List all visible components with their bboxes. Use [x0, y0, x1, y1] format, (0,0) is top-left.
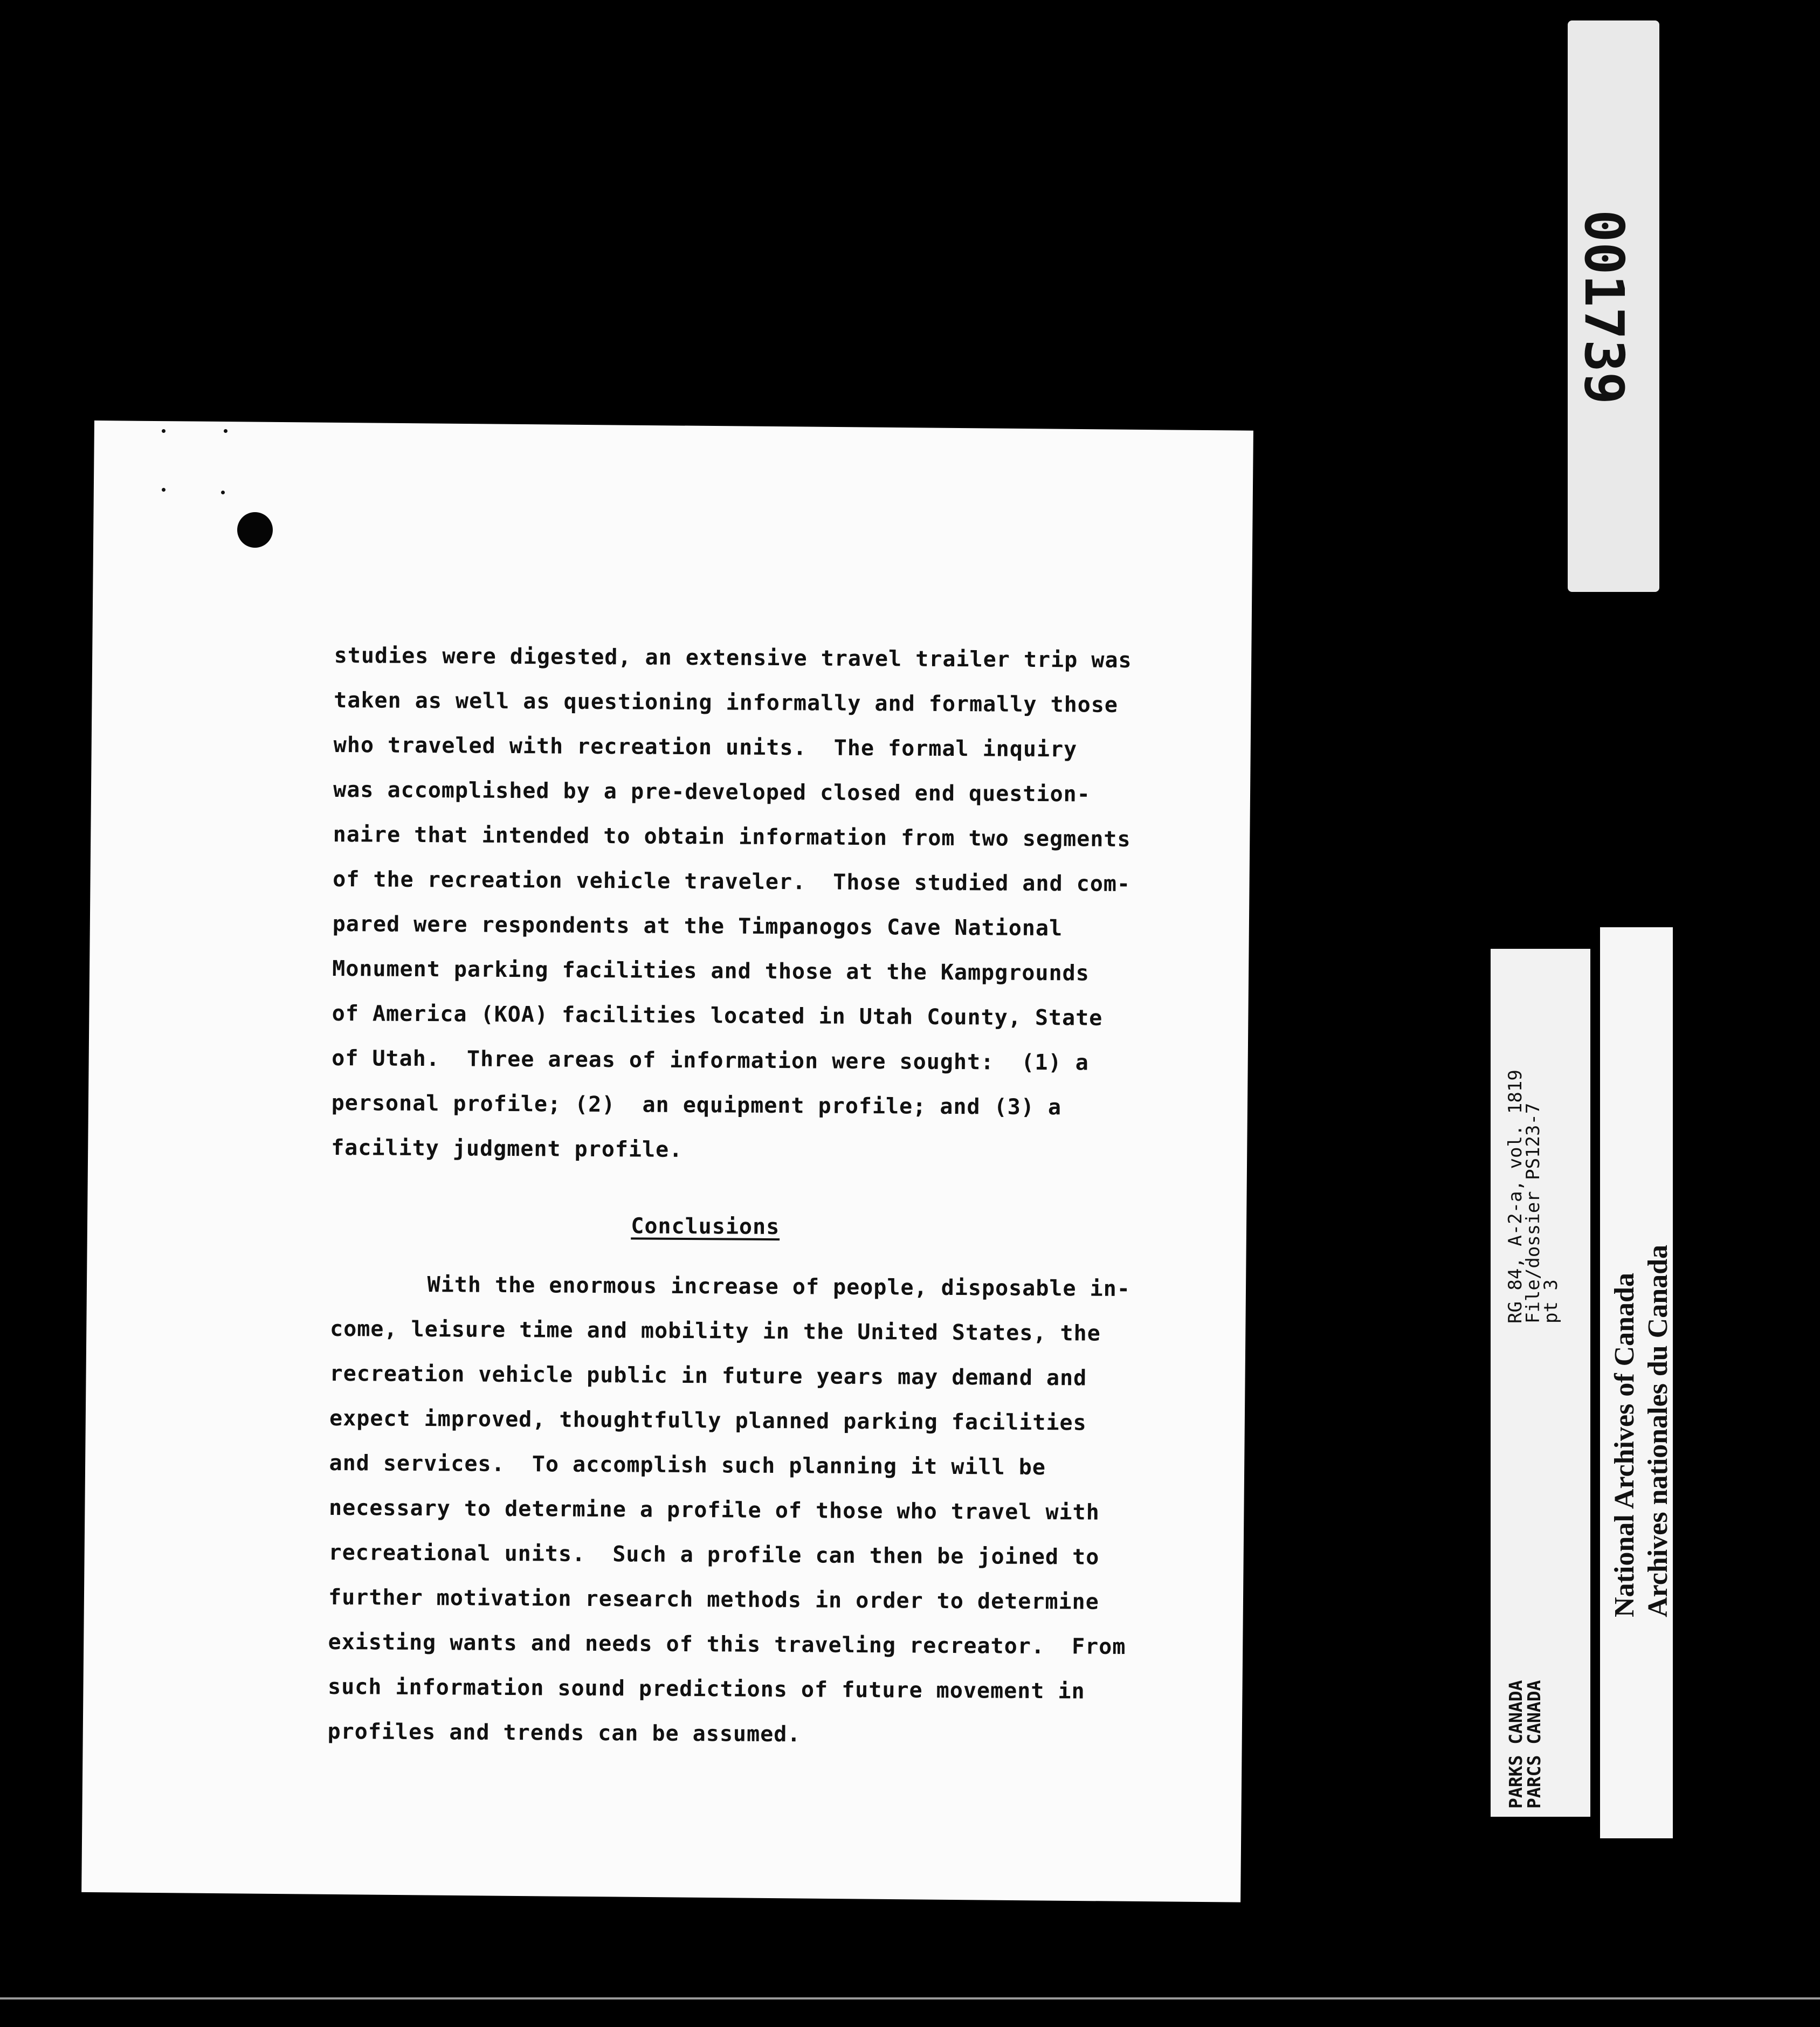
reference-text [1507, 1070, 1560, 1323]
agency-line: PARKS CANADA [1505, 1680, 1526, 1809]
text-line: of America (KOA) facilities located in Utah County, State [332, 1001, 1103, 1031]
page-speck [221, 491, 225, 494]
text-line: of the recreation vehicle traveler. Those studied and com- [333, 866, 1131, 897]
archive-line: National Archives of Canada [1609, 1273, 1640, 1617]
text-line: naire that intended to obtain information from two segments [333, 822, 1131, 852]
section-heading [330, 1192, 1150, 1267]
page-speck [224, 429, 228, 433]
text-line: recreation vehicle public in future years may demand and [329, 1361, 1087, 1391]
text-line: who traveled with recreation units. The formal inquiry [333, 732, 1078, 762]
frame-number: 001739 [1573, 210, 1636, 405]
reference-line: File/dossier PS123-7 [1522, 1102, 1544, 1323]
text-line: further motivation research methods in order to determine [328, 1584, 1099, 1615]
text-line: necessary to determine a profile of those who travel with [328, 1495, 1100, 1525]
text-line: was accomplished by a pre-developed closed end question- [333, 777, 1091, 807]
agency-line: PARCS CANADA [1523, 1680, 1545, 1809]
text-line: pared were respondents at the Timpanogos Cave National [332, 911, 1063, 941]
text-line: facility judgment profile. [331, 1135, 683, 1162]
paragraph [331, 633, 1154, 1175]
text-line: existing wants and needs of this traveling recreator. From [328, 1629, 1126, 1660]
text-line: and services. To accomplish such planning it will be [329, 1450, 1046, 1480]
text-line: studies were digested, an extensive travel trailer trip was [334, 643, 1132, 673]
text-line: personal profile; (2) an equipment profile; and (3) a [331, 1090, 1062, 1120]
text-line: come, leisure time and mobility in the United States, the [329, 1316, 1101, 1346]
film-edge-line [0, 1997, 1820, 2000]
page-speck [162, 488, 166, 492]
section-heading-text: Conclusions [631, 1214, 780, 1240]
text-line: expect improved, thoughtfully planned parking facilities [329, 1405, 1087, 1436]
reference-line: RG 84, A-2-a, vol. 1819 [1505, 1070, 1526, 1323]
text-line: such information sound predictions of future movement in [327, 1674, 1085, 1704]
archive-line: Archives nationales du Canada [1643, 1244, 1673, 1617]
paragraph [327, 1262, 1150, 1759]
text-line: of Utah. Three areas of information were sought: (1) a [332, 1045, 1089, 1075]
text-line: profiles and trends can be assumed. [327, 1719, 801, 1747]
agency-text [1507, 1680, 1543, 1809]
page-speck [162, 429, 166, 433]
document-body [327, 633, 1154, 1759]
text-line: taken as well as questioning informally and formally those [334, 687, 1119, 718]
archive-text [1608, 1245, 1675, 1617]
punch-hole [237, 512, 273, 548]
reference-line: pt 3 [1540, 1279, 1562, 1323]
text-line: Monument parking facilities and those at the Kampgrounds [332, 956, 1090, 986]
text-line: With the enormous increase of people, disposable in- [427, 1272, 1131, 1302]
text-line: recreational units. Such a profile can then be joined to [328, 1540, 1100, 1570]
